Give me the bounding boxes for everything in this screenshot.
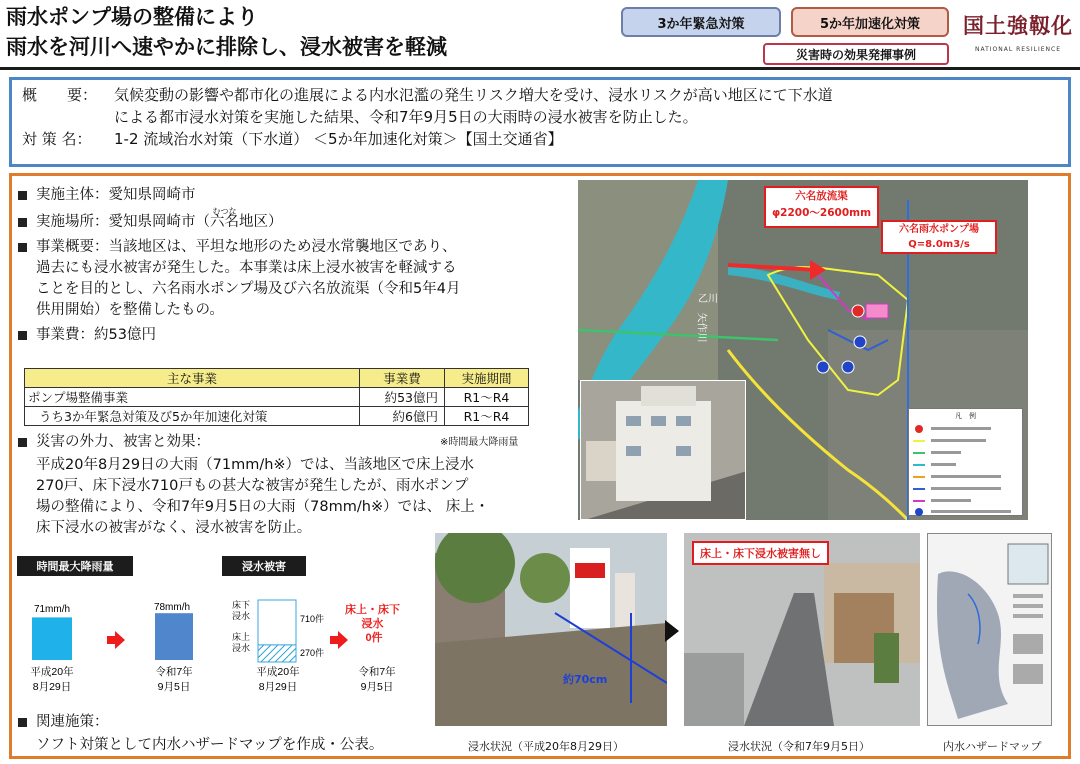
effect-case-tag: 災害時の効果発揮事例 xyxy=(763,43,949,65)
pump-callout xyxy=(881,220,997,254)
row-project: ポンプ場整備事業 xyxy=(25,388,360,407)
title-block xyxy=(6,2,606,62)
related-heading: 関連施策： xyxy=(36,714,109,730)
effect-line-4: 床下浸水の被害がなく、浸水被害を防止。 xyxy=(36,520,312,536)
after-line-2: 浸水 xyxy=(361,618,384,630)
badge-5yr-acceleration: 5か年加速化対策 xyxy=(791,7,949,37)
overview-label: 概 要： xyxy=(22,86,98,104)
overview-row-2 xyxy=(22,106,1058,128)
outline-line-4: 供用開始）を整備したもの。 xyxy=(36,302,224,318)
logo-sub-text: NATIONAL RESILIENCE xyxy=(974,46,1062,53)
table-row xyxy=(25,388,529,407)
related-text: ソフト対策として内水ハザードマップを作成・公表。 xyxy=(36,737,384,753)
summary-box xyxy=(9,77,1071,167)
pump-station-graphic xyxy=(581,381,746,520)
effect-heading: 災害の外力、被害と効果： xyxy=(36,434,210,450)
location-ruby-base: 六名 xyxy=(210,214,239,230)
above-floor-label-2: 浸水 xyxy=(232,643,251,653)
cost-table-header-row xyxy=(25,369,529,388)
rain-date-label: 平成20年 xyxy=(30,666,74,678)
rain-bar-2025 xyxy=(155,613,193,660)
caption-2025: 浸水状況（令和7年9月5日） xyxy=(728,740,870,753)
damage-bar-above-floor xyxy=(258,645,296,662)
flood-depth-label: 約70cm xyxy=(563,673,608,686)
rain-value-label: 71mm/h xyxy=(33,604,71,615)
outline-text xyxy=(36,237,460,321)
hazard-map-image xyxy=(927,533,1052,726)
damage-chart-label: 浸水被害 xyxy=(222,556,306,576)
header-cost: 事業費 xyxy=(360,369,445,388)
implementer-text: 実施主体：愛知県岡崎市 xyxy=(36,187,196,203)
row-period: R1～R4 xyxy=(445,388,529,407)
above-floor-label-1: 床上 xyxy=(232,632,251,642)
outline-line-1: 事業概要：当該地区は、平坦な地形のため浸水常襲地区であり、 xyxy=(36,239,457,255)
overview-text-1: 気候変動の影響や都市化の進展による内水氾濫の発生リスク増大を受け、浸水リスクが高い地区にて下水道 xyxy=(114,86,833,104)
pump-station-photo xyxy=(580,380,746,520)
effect-line-2: 270戸、床下浸水710戸もの甚大な被害が発生したが、雨水ポンプ xyxy=(36,478,469,494)
effect-line-1: 平成20年8月29日の大雨（71mm/h※）では、当該地区で床上浸水 xyxy=(36,457,475,473)
arrow-right-icon xyxy=(107,631,125,649)
legend-symbols xyxy=(909,421,1022,517)
under-floor-label-1: 床下 xyxy=(232,600,251,610)
resilience-logo xyxy=(962,10,1074,62)
row-cost: 約53億円 xyxy=(360,388,445,407)
flood-2008-graphic xyxy=(435,533,667,726)
table-row xyxy=(25,407,529,426)
location-ruby-text: むつな xyxy=(212,207,237,216)
rain-chart xyxy=(17,580,207,700)
effect-paragraph xyxy=(16,455,581,539)
title-divider xyxy=(0,67,1080,70)
damage-date-label: 8月29日 xyxy=(258,681,298,693)
implementer-item xyxy=(16,185,581,206)
channel-label: 六名放流渠 xyxy=(795,190,848,202)
page-title-line-2: 雨水を河川へ速やかに排除し、浸水被害を軽減 xyxy=(6,35,447,59)
location-text xyxy=(36,207,283,233)
row-cost: 約6億円 xyxy=(360,407,445,426)
arrow-right-icon xyxy=(665,620,679,642)
location-suffix: 地区） xyxy=(239,214,283,230)
rain-value-label: 78mm/h xyxy=(153,602,191,613)
bullet-square-icon xyxy=(18,243,27,252)
flood-photo-2025 xyxy=(684,533,920,726)
bullet-square-icon xyxy=(18,191,27,200)
above-floor-label xyxy=(232,631,250,653)
under-floor-label-2: 浸水 xyxy=(232,611,251,621)
location-prefix: 実施場所：愛知県岡崎市（ xyxy=(36,214,210,230)
measure-value: 1-2 流域治水対策（下水道） ＜5か年加速化対策＞【国土交通省】 xyxy=(114,130,563,148)
above-floor-count: 270件 xyxy=(300,648,325,658)
effect-list xyxy=(16,432,581,539)
rain-date-label: 8月29日 xyxy=(32,681,72,693)
details-list xyxy=(16,185,581,348)
overview-text-2: による都市浸水対策を実施した結果、令和7年9月5日の大雨時の浸水被害を防止した。 xyxy=(114,108,698,126)
map-legend xyxy=(908,408,1023,516)
after-line-1: 床上・床下 xyxy=(344,604,400,616)
rain-note: ※時間最大降雨量 xyxy=(440,437,519,448)
outline-line-3: ことを目的とし、六名雨水ポンプ場及び六名放流渠（令和5年4月 xyxy=(36,281,461,297)
outline-line-2: 過去にも浸水被害が発生した。本事業は床上浸水被害を軽減する xyxy=(36,260,457,276)
legend-title: 凡 例 xyxy=(955,412,976,420)
location-ruby xyxy=(210,207,239,233)
after-line-3: 0件 xyxy=(365,632,383,644)
cost-text: 事業費：約53億円 xyxy=(36,327,156,343)
river-label-oto: 乙川 xyxy=(698,294,718,305)
damage-date-label: 平成20年 xyxy=(256,666,300,678)
flood-photo-2008 xyxy=(435,533,667,726)
damage-bar-under-floor xyxy=(258,600,296,645)
pump-capacity: Q=8.0m3/s xyxy=(908,239,970,250)
channel-callout xyxy=(764,186,879,228)
logo-main-text: 国土強靱化 xyxy=(963,13,1073,38)
badge-3yr-emergency: 3か年緊急対策 xyxy=(621,7,781,37)
effect-line-3: 場の整備により、令和7年9月5日の大雨（78mm/h※）では、 床上・ xyxy=(36,499,490,515)
damage-date-label: 9月5日 xyxy=(360,681,394,693)
rain-bar-2008 xyxy=(32,617,72,660)
after-no-damage-text xyxy=(345,602,403,644)
page-title-line-1: 雨水ポンプ場の整備により xyxy=(6,5,258,29)
under-floor-label xyxy=(232,599,250,621)
channel-size: φ2200～2600mm xyxy=(771,207,872,219)
header-project: 主な事業 xyxy=(25,369,360,388)
damage-chart xyxy=(222,580,432,700)
cost-table xyxy=(24,368,529,426)
under-floor-count: 710件 xyxy=(300,614,325,624)
row-project: うち3か年緊急対策及び5か年加速化対策 xyxy=(25,407,360,426)
rain-date-label: 令和7年 xyxy=(155,666,193,678)
header-period: 実施期間 xyxy=(445,369,529,388)
caption-2008: 浸水状況（平成20年8月29日） xyxy=(468,740,624,753)
location-item xyxy=(16,207,581,233)
no-damage-label: 床上・床下浸水被害無し xyxy=(692,541,829,565)
bullet-square-icon xyxy=(18,331,27,340)
river-label-yahagi: 矢作川 xyxy=(695,312,707,343)
row-period: R1～R4 xyxy=(445,407,529,426)
rain-date-label: 9月5日 xyxy=(157,681,191,693)
measure-row xyxy=(22,128,1058,150)
hazard-map-graphic xyxy=(928,534,1052,726)
pump-label: 六名雨水ポンプ場 xyxy=(899,224,979,235)
arrow-right-icon xyxy=(330,631,348,649)
damage-date-label: 令和7年 xyxy=(358,666,396,678)
overview-row xyxy=(22,84,1058,106)
bullet-square-icon xyxy=(18,218,27,227)
cost-item xyxy=(16,325,581,346)
rain-chart-label: 時間最大降雨量 xyxy=(17,556,133,576)
measure-label: 対 策 名： xyxy=(22,130,92,148)
bullet-square-icon xyxy=(18,718,27,727)
bullet-square-icon xyxy=(18,438,27,447)
caption-hazard-map: 内水ハザードマップ xyxy=(943,740,1042,753)
outline-item xyxy=(16,237,581,321)
